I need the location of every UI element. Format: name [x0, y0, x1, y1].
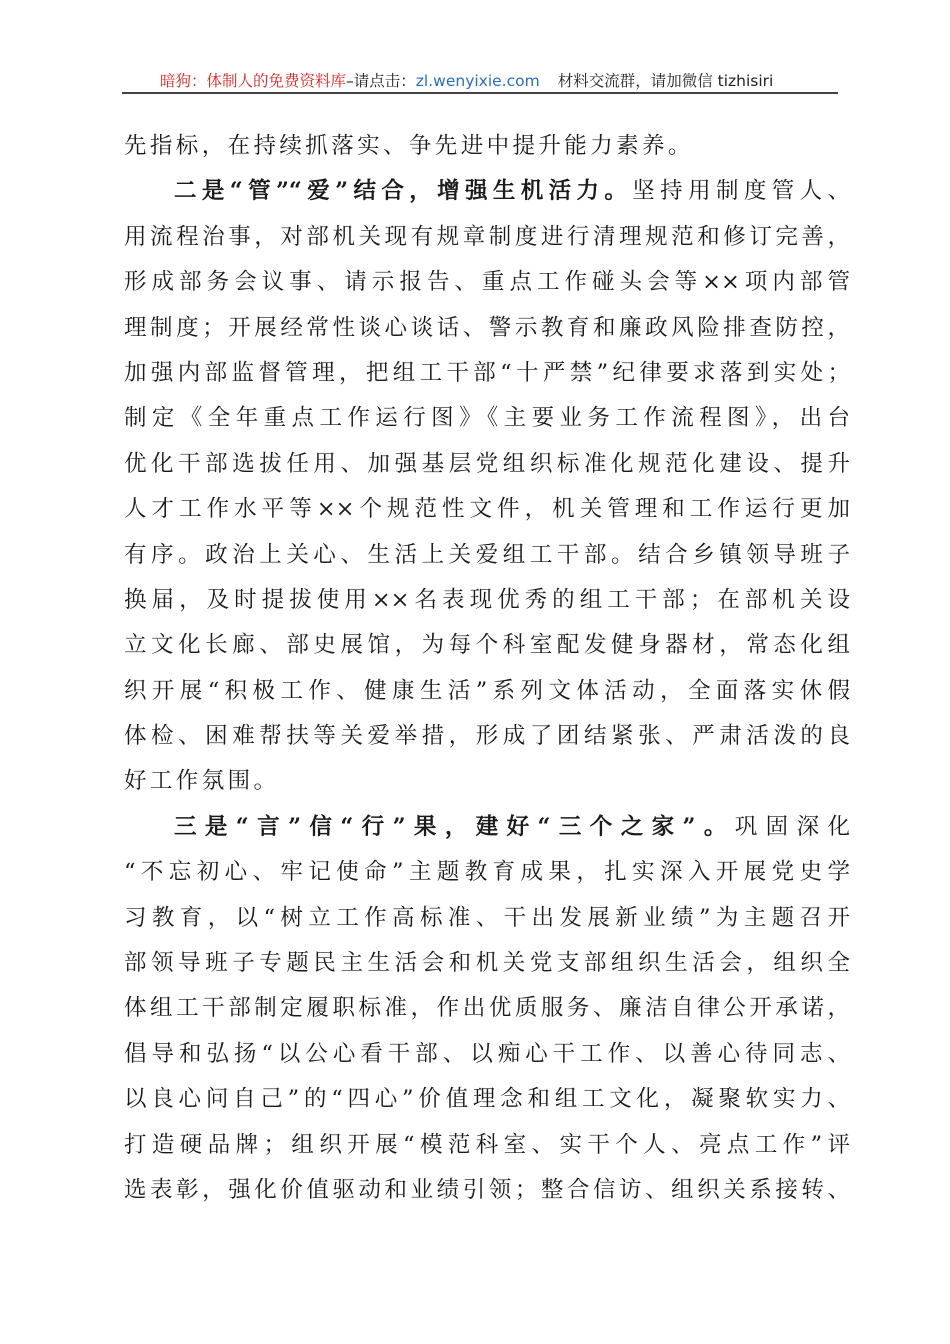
text-line: [124, 1077, 850, 1122]
text-line: [124, 805, 850, 850]
text-line: [124, 759, 850, 804]
line-text: 体检、困难帮扶等关爱举措，形成了团结紧张、严肃活泼的良: [124, 723, 850, 750]
line-text: 制定《全年重点工作运行图》《主要业务工作流程图》，出台: [124, 405, 850, 432]
site-link[interactable]: zl.wenyixie.com: [415, 72, 540, 90]
text-line: [124, 941, 850, 986]
text-line: [124, 396, 850, 441]
line-text: 先指标，在持续抓落实、争先进中提升能力素养。: [124, 133, 694, 159]
text-line: [124, 1168, 850, 1213]
text-line: [124, 623, 850, 668]
line-text: 加强内部监督管理，把组工干部“十严禁”纪律要求落到实处；: [124, 359, 850, 386]
line-text: 选表彰，强化价值驱动和业绩引领；整合信访、组织关系接转、: [124, 1176, 850, 1203]
line-text: 巩固深化: [734, 813, 850, 840]
text-line: [124, 533, 850, 578]
text-line: [124, 896, 850, 941]
text-line: [124, 169, 850, 214]
text-line: [124, 714, 850, 759]
line-text: 人才工作水平等××个规范性文件，机关管理和工作运行更加: [124, 496, 850, 523]
text-line: [124, 351, 850, 396]
line-text: 有序。政治上关心、生活上关爱组工干部。结合乡镇领导班子: [124, 541, 850, 568]
line-text: 坚持用制度管人、: [632, 178, 850, 205]
text-line: [124, 487, 850, 532]
text-line: [124, 215, 850, 260]
text-line: [124, 1123, 850, 1168]
line-text: 以良心问自己”的“四心”价值理念和组工文化，凝聚软实力、: [124, 1086, 850, 1113]
text-line: [124, 260, 850, 305]
text-line: [124, 578, 850, 623]
line-text: 倡导和弘扬“以公心看干部、以痴心干工作、以善心待同志、: [124, 1040, 850, 1067]
line-text: 打造硬品牌；组织开展“模范科室、实干个人、亮点工作”评: [124, 1131, 850, 1158]
line-text: 立文化长廊、部史展馆，为每个科室配发健身器材，常态化组: [124, 632, 850, 659]
line-text: 好工作氛围。: [124, 768, 280, 795]
site-name: 暗狗：体制人的免费资料库: [160, 72, 347, 90]
line-text: 换届，及时提拔使用××名表现优秀的组工干部；在部机关设: [124, 586, 850, 613]
line-text: 织开展“积极工作、健康生活”系列文体活动，全面落实休假: [124, 677, 850, 704]
text-line: [124, 986, 850, 1031]
click-prompt: –请点击：: [346, 72, 416, 90]
document-body: [124, 124, 850, 1213]
line-text: 体组工干部制定履职标准，作出优质服务、廉洁自律公开承诺，: [124, 995, 850, 1022]
text-line: [124, 669, 850, 714]
paragraph-heading: 三是“言”信“行”果，建好“三个之家”。: [174, 813, 735, 840]
paragraph-heading: 二是“管”“爱”结合，增强生机活力。: [174, 178, 633, 205]
page-header: [122, 68, 838, 94]
line-text: 理制度；开展经常性谈心谈话、警示教育和廉政风险排查防控，: [124, 314, 850, 341]
line-text: “不忘初心、牢记使命”主题教育成果，扎实深入开展党史学: [124, 859, 850, 886]
line-text: 用流程治事，对部机关现有规章制度进行清理规范和修订完善，: [124, 223, 850, 250]
line-text: 形成部务会议事、请示报告、重点工作碰头会等××项内部管: [124, 269, 850, 296]
text-line: [124, 850, 850, 895]
group-info: 材料交流群，请加微信 tizhisiri: [557, 72, 774, 90]
text-line: [124, 306, 850, 351]
line-text: 习教育，以“树立工作高标准、干出发展新业绩”为主题召开: [124, 904, 850, 931]
text-line: [124, 1032, 850, 1077]
line-text: 部领导班子专题民主生活会和机关党支部组织生活会，组织全: [124, 950, 850, 977]
text-line: [124, 124, 850, 169]
line-text: 优化干部选拔任用、加强基层党组织标准化规范化建设、提升: [124, 450, 850, 477]
text-line: [124, 442, 850, 487]
